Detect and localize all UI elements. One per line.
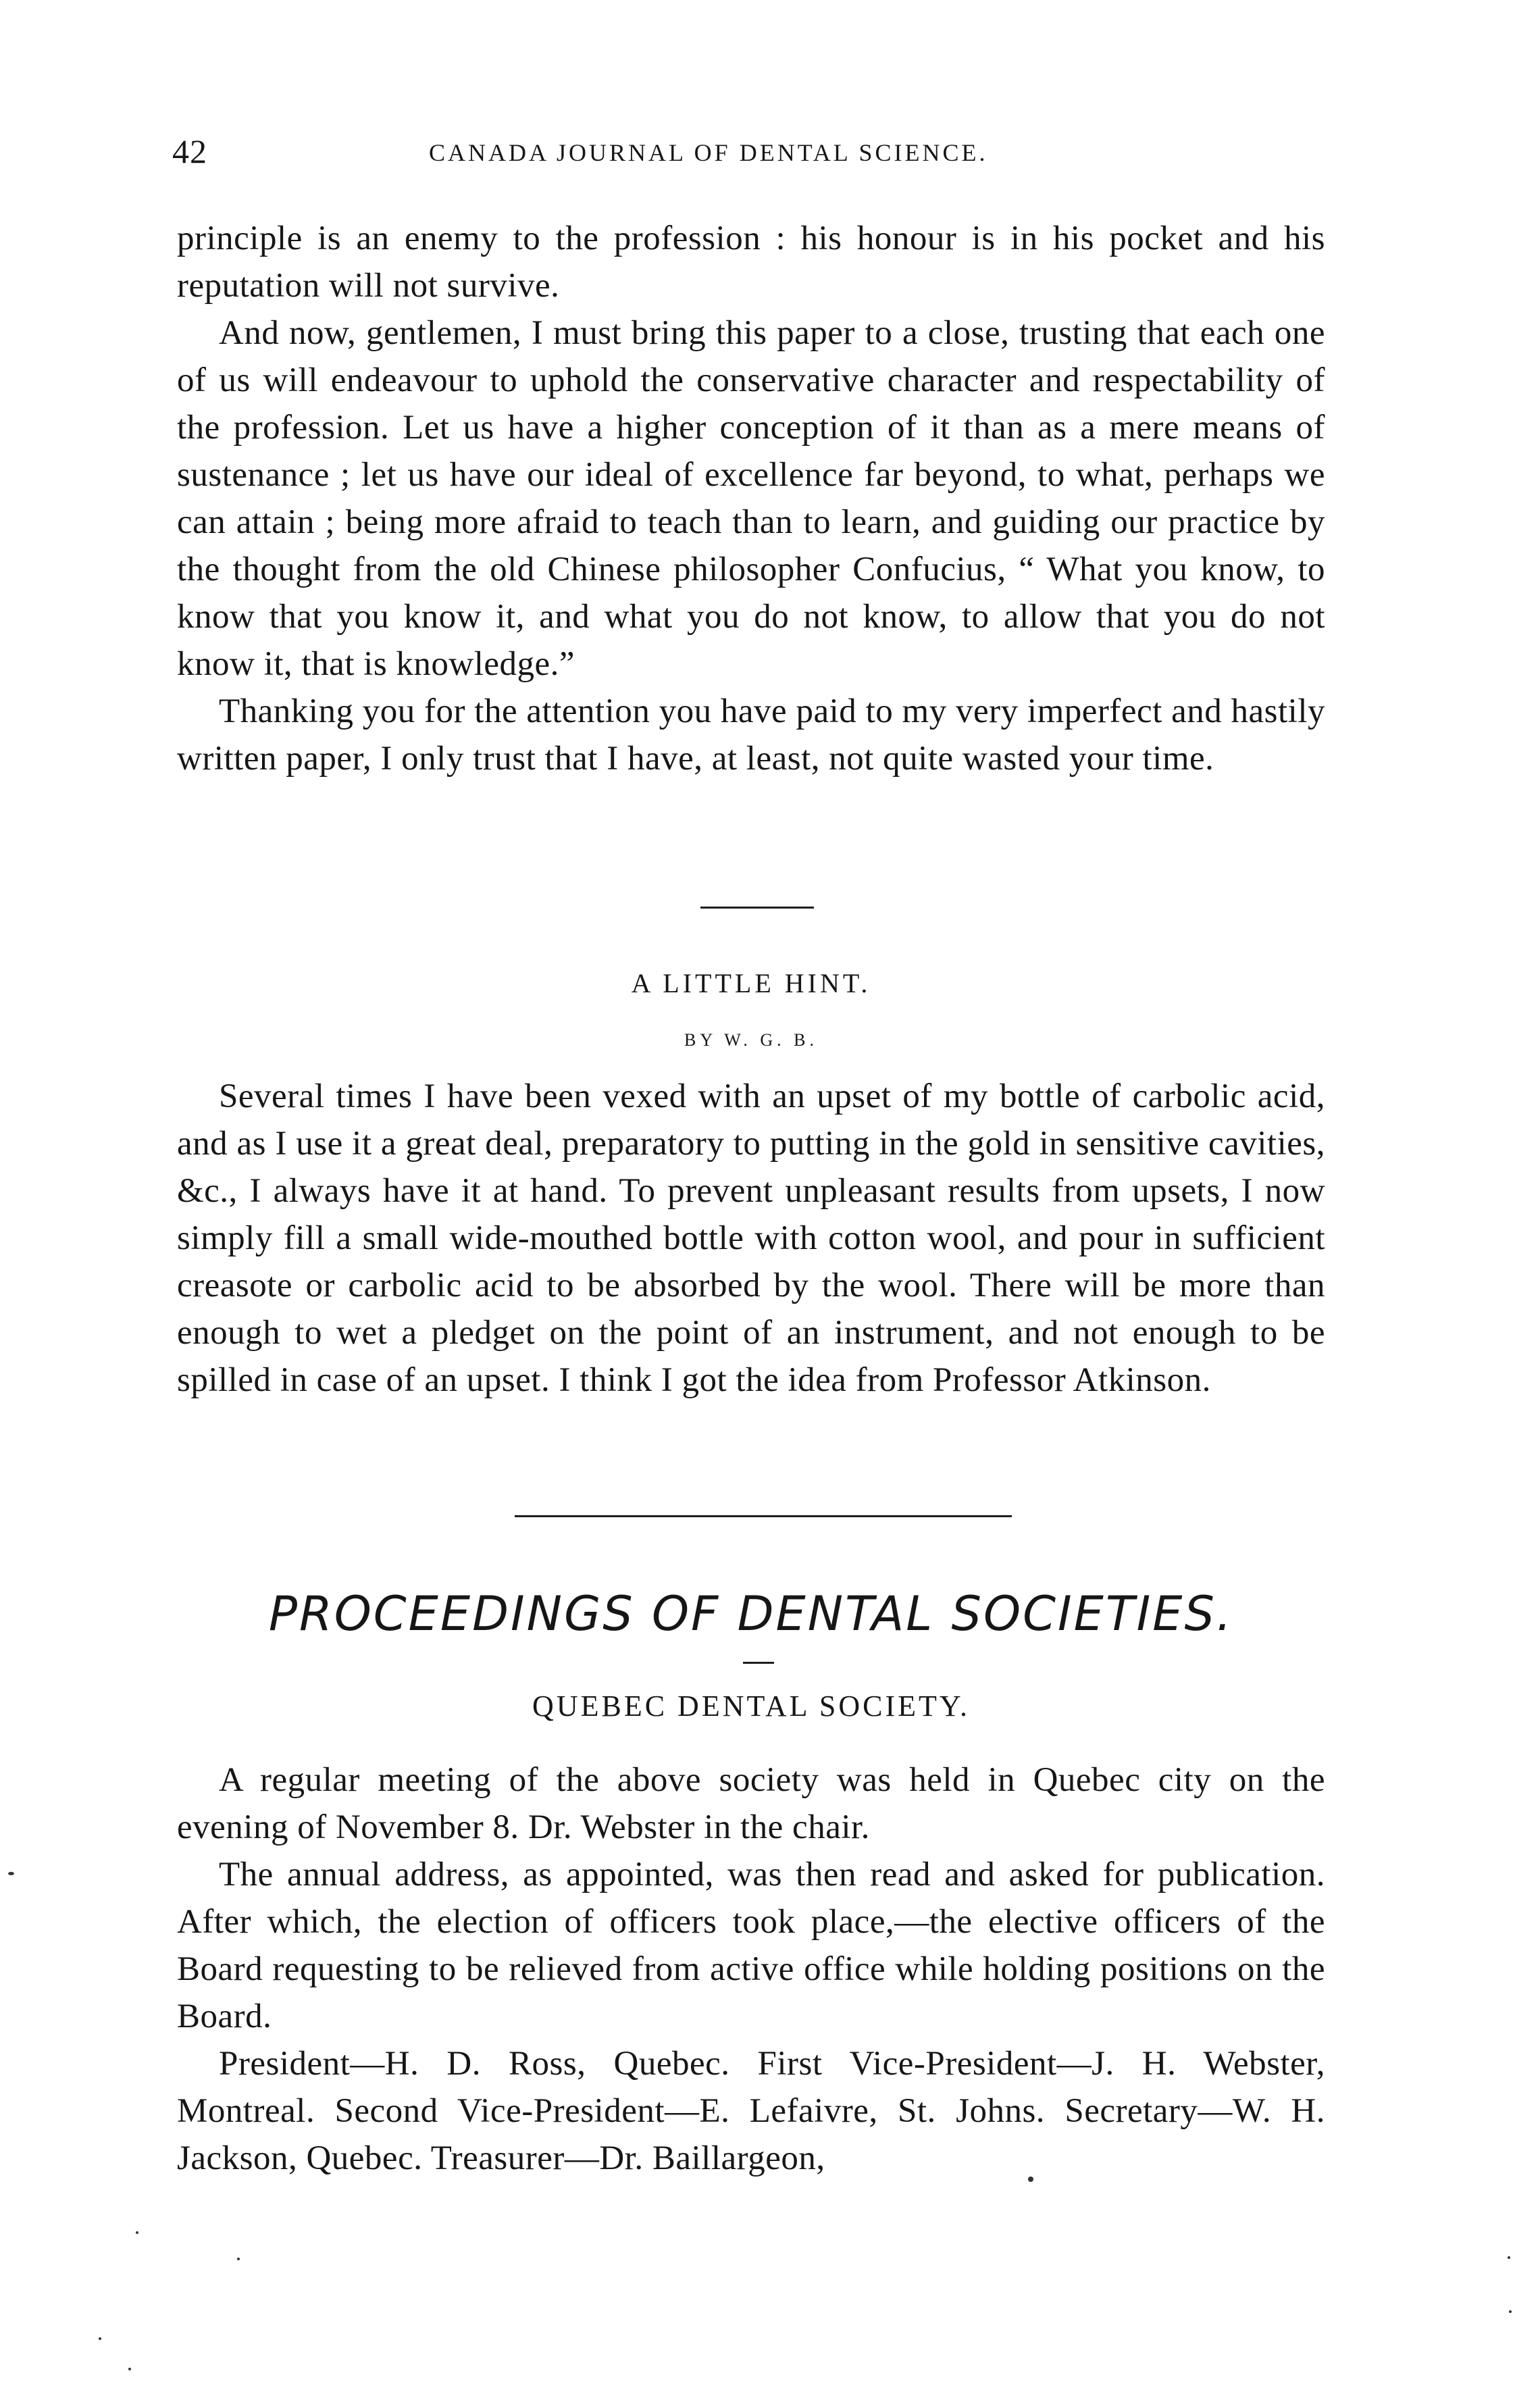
scan-speck — [237, 2258, 240, 2260]
scan-speck — [1509, 2310, 1512, 2313]
paragraph-thanks: Thanking you for the attention you have paid to my very imperfect and hastily written paper, I only trust that I have, at least, not quite wasted your time. — [177, 692, 1325, 778]
scan-speck — [8, 1872, 14, 1875]
society-report-text — [177, 1756, 1325, 2182]
section-divider — [515, 1515, 1012, 1517]
paragraph-closing-line: principle is an enemy to the profession : his honour is in his pocket and his reputation will not survive. — [177, 220, 1325, 305]
article-paragraph: Several times I have been vexed with an upset of my bottle of carbolic acid, and as I use it a great deal, preparatory to putting in the gold in sensitive cavities, &c., I always have it at hand. To prevent unpleasant results from upsets, I now simply fill a small wide-mouthed bottle with cotton wool, and pour in sufficient creasote or carbolic acid to be absorbed by the wool. There will be more than enough to wet a pledget on the point of an instrument, and not enough to be spilled in case of an upset. I think I got the idea from Professor Atkinson. — [177, 1077, 1325, 1399]
short-divider — [700, 907, 814, 909]
previous-article-text — [177, 215, 1325, 782]
scan-speck — [1028, 2177, 1033, 2182]
article-title: A LITTLE HINT. — [631, 968, 871, 998]
scan-speck — [1508, 2256, 1510, 2259]
paragraph-election: The annual address, as appointed, was then read and asked for publication. After which, the election of officers took place,—the elective officers of the Board requesting to be relieved from active office while holding positions on the Board. — [177, 1856, 1325, 2035]
scan-speck — [136, 2231, 138, 2234]
scan-speck — [99, 2337, 101, 2340]
subsection-title: QUEBEC DENTAL SOCIETY. — [532, 1689, 970, 1723]
article-byline: BY W. G. B. — [684, 1030, 818, 1050]
journal-title: CANADA JOURNAL OF DENTAL SCIENCE. — [429, 139, 988, 166]
section-title: PROCEEDINGS OF DENTAL SOCIETIES. — [268, 1586, 1234, 1642]
running-head — [172, 132, 1327, 179]
article-text — [177, 1073, 1325, 1404]
paragraph-conclusion: And now, gentlemen, I must bring this paper to a close, trusting that each one of us will endeavour to uphold the conservative character and respectability of the profession. Let us have a higher conception of it than as a mere means of sustenance ; let us have our ideal of excellence far beyond, to what, perhaps we can attain ; being more afraid to teach than to learn, and guiding our practice by the thought from the old Chinese philosopher Confucius, “ What you know, to know that you know it, and what you do not know, to allow that you do not know it, that is knowledge.” — [177, 314, 1325, 683]
dash-divider — [743, 1662, 774, 1664]
page-number: 42 — [172, 132, 207, 170]
paragraph-meeting: A regular meeting of the above society was held in Quebec city on the evening of November 8. Dr. Webster in the chair. — [177, 1761, 1325, 1846]
scan-speck — [128, 2368, 131, 2370]
paragraph-officers: President—H. D. Ross, Quebec. First Vice-President—J. H. Webster, Montreal. Second Vice-President—E. Lefaivre, St. Johns. Secretary—W. H. Jackson, Quebec. Treasurer—Dr. Baillargeon, — [177, 2045, 1325, 2177]
